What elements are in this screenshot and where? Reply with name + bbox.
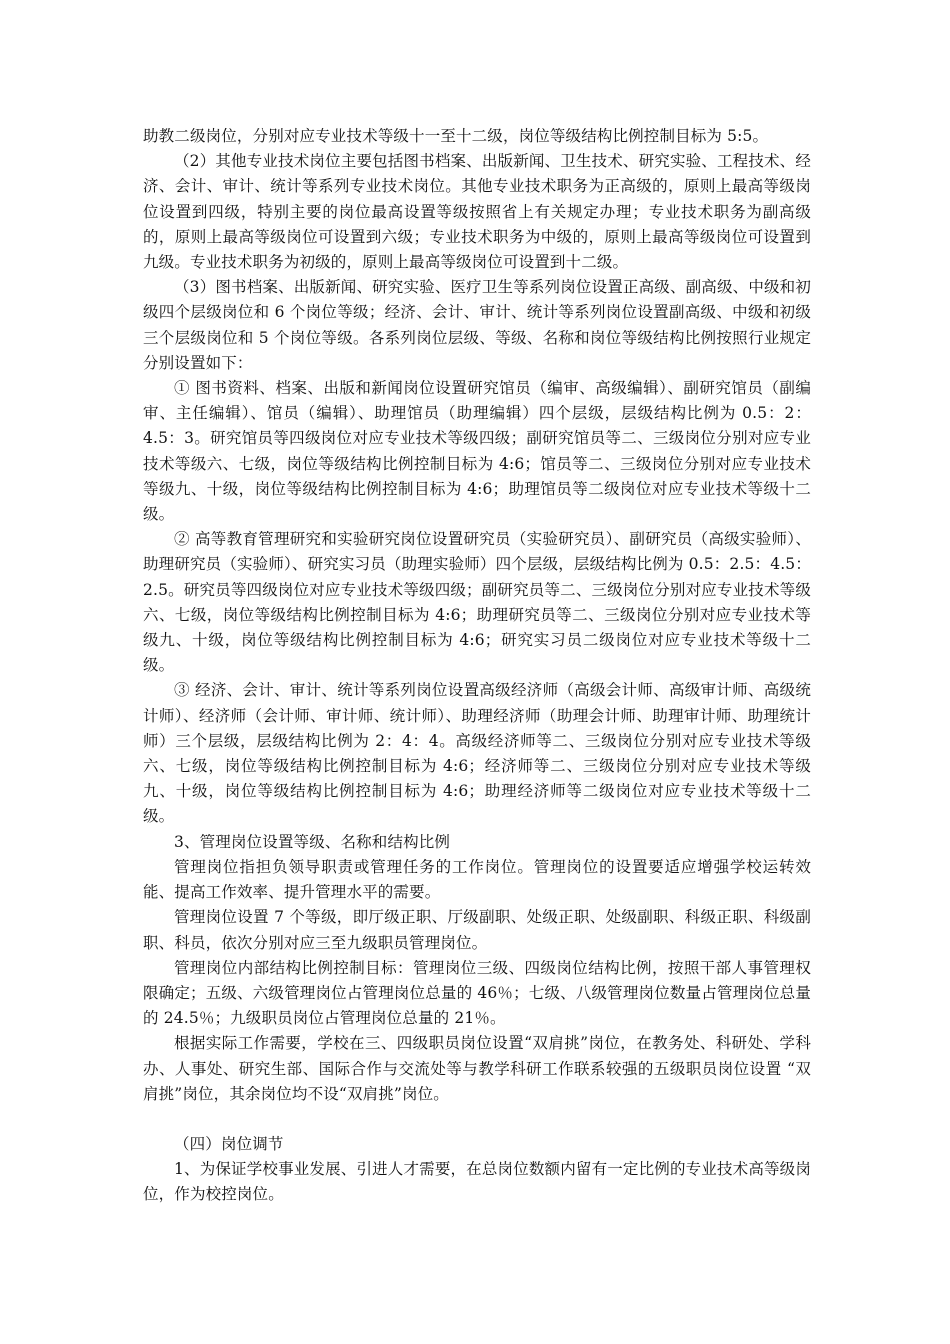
paragraph-research-lab-posts: ② 高等教育管理研究和实验研究岗位设置研究员（实验研究员）、副研究员（高级实验师）、助理研究员（实验师）、研究实习员（助理实验师）四个层级，层级结构比例为 0.5：2.5：4.5：2.5。研究员等四级岗位对应专业技术等级四级；副研究员等二、三级岗位分别对应专业技术等级六、七级，岗位等级结构比例控制目标为 4:6；助理研究员等二、三级岗位分别对应专业技术等级九、十级，岗位等级结构比例控制目标为 4:6；研究实习员二级岗位对应专业技术等级十二级。 xyxy=(143,530,811,675)
paragraph-library-archive-posts: ① 图书资料、档案、出版和新闻岗位设置研究馆员（编审、高级编辑）、副研究馆员（副编审、主任编辑）、馆员（编辑）、助理馆员（助理编辑）四个层级，层级结构比例为 0.5：2：4.5：3。研究馆员等四级岗位对应专业技术等级四级；副研究馆员等二、三级岗位分别对应专业技术等级六、七级，岗位等级结构比例控制目标为 4:6；馆员等二、三级岗位分别对应专业技术等级九、十级，岗位等级结构比例控制目标为 4:6；助理馆员等二级岗位对应专业技术等级十二级。 xyxy=(143,379,811,524)
document-page xyxy=(143,124,811,1208)
paragraph-management-definition: 管理岗位指担负领导职责或管理任务的工作岗位。管理岗位的设置要适应增强学校运转效能、提高工作效率、提升管理水平的需要。 xyxy=(143,857,811,902)
paragraph-spacer xyxy=(143,1107,811,1132)
section-heading-management-posts: 3、管理岗位设置等级、名称和结构比例 xyxy=(174,832,451,851)
paragraph-other-professional-posts: （2）其他专业技术岗位主要包括图书档案、出版新闻、卫生技术、研究实验、工程技术、经济、会计、审计、统计等系列专业技术岗位。其他专业技术职务为正高级的，原则上最高等级岗位设置到四级，特别主要的岗位最高设置等级按照省上有关规定办理；专业技术职务为副高级的，原则上最高等级岗位可设置到六级；专业技术职务为中级的，原则上最高等级岗位可设置到九级。专业技术职务为初级的，原则上最高等级岗位可设置到十二级。 xyxy=(143,152,811,272)
paragraph-management-levels: 管理岗位设置 7 个等级，即厅级正职、厅级副职、处级正职、处级副职、科级正职、科级副职、科员，依次分别对应三至九级职员管理岗位。 xyxy=(143,908,811,952)
paragraph-assistant-teacher-level: 助教二级岗位，分别对应专业技术等级十一至十二级，岗位等级结构比例控制目标为 5:5。 xyxy=(143,127,769,145)
paragraph-dual-role-posts: 根据实际工作需要，学校在三、四级职员岗位设置“双肩挑”岗位，在教务处、科研处、学科办、人事处、研究生部、国际合作与交流处等与教学科研工作联系较强的五级职员岗位设置 “双肩挑”岗位，其余岗位均不设“双肩挑”岗位。 xyxy=(143,1034,811,1103)
paragraph-management-ratio: 管理岗位内部结构比例控制目标：管理岗位三级、四级岗位结构比例，按照干部人事管理权限确定；五级、六级管理岗位占管理岗位总量的 46％；七级、八级管理岗位数量占管理岗位总量的 24.5％；九级职员岗位占管理岗位总量的 21％。 xyxy=(143,958,811,1028)
paragraph-reserved-posts: 1、为保证学校事业发展、引进人才需要，在总岗位数额内留有一定比例的专业技术高等级岗位，作为校控岗位。 xyxy=(143,1160,811,1204)
paragraph-series-post-levels: （3）图书档案、出版新闻、研究实验、医疗卫生等系列岗位设置正高级、副高级、中级和初级四个层级岗位和 6 个岗位等级；经济、会计、审计、统计等系列岗位设置副高级、中级和初级三个层级岗位和 5 个岗位等级。各系列岗位层级、等级、名称和岗位等级结构比例按照行业规定分别设置如下： xyxy=(143,278,811,372)
section-heading-post-adjustment: （四）岗位调节 xyxy=(174,1134,284,1153)
paragraph-economics-accounting-posts: ③ 经济、会计、审计、统计等系列岗位设置高级经济师（高级会计师、高级审计师、高级统计师）、经济师（会计师、审计师、统计师）、助理经济师（助理会计师、助理审计师、助理统计师）三个层级，层级结构比例为 2：4：4。高级经济师等二、三级岗位分别对应专业技术等级六、七级，岗位等级结构比例控制目标为 4:6；经济师等二、三级岗位分别对应专业技术等级九、十级，岗位等级结构比例控制目标为 4:6；助理经济师等二级岗位对应专业技术等级十二级。 xyxy=(143,681,811,826)
